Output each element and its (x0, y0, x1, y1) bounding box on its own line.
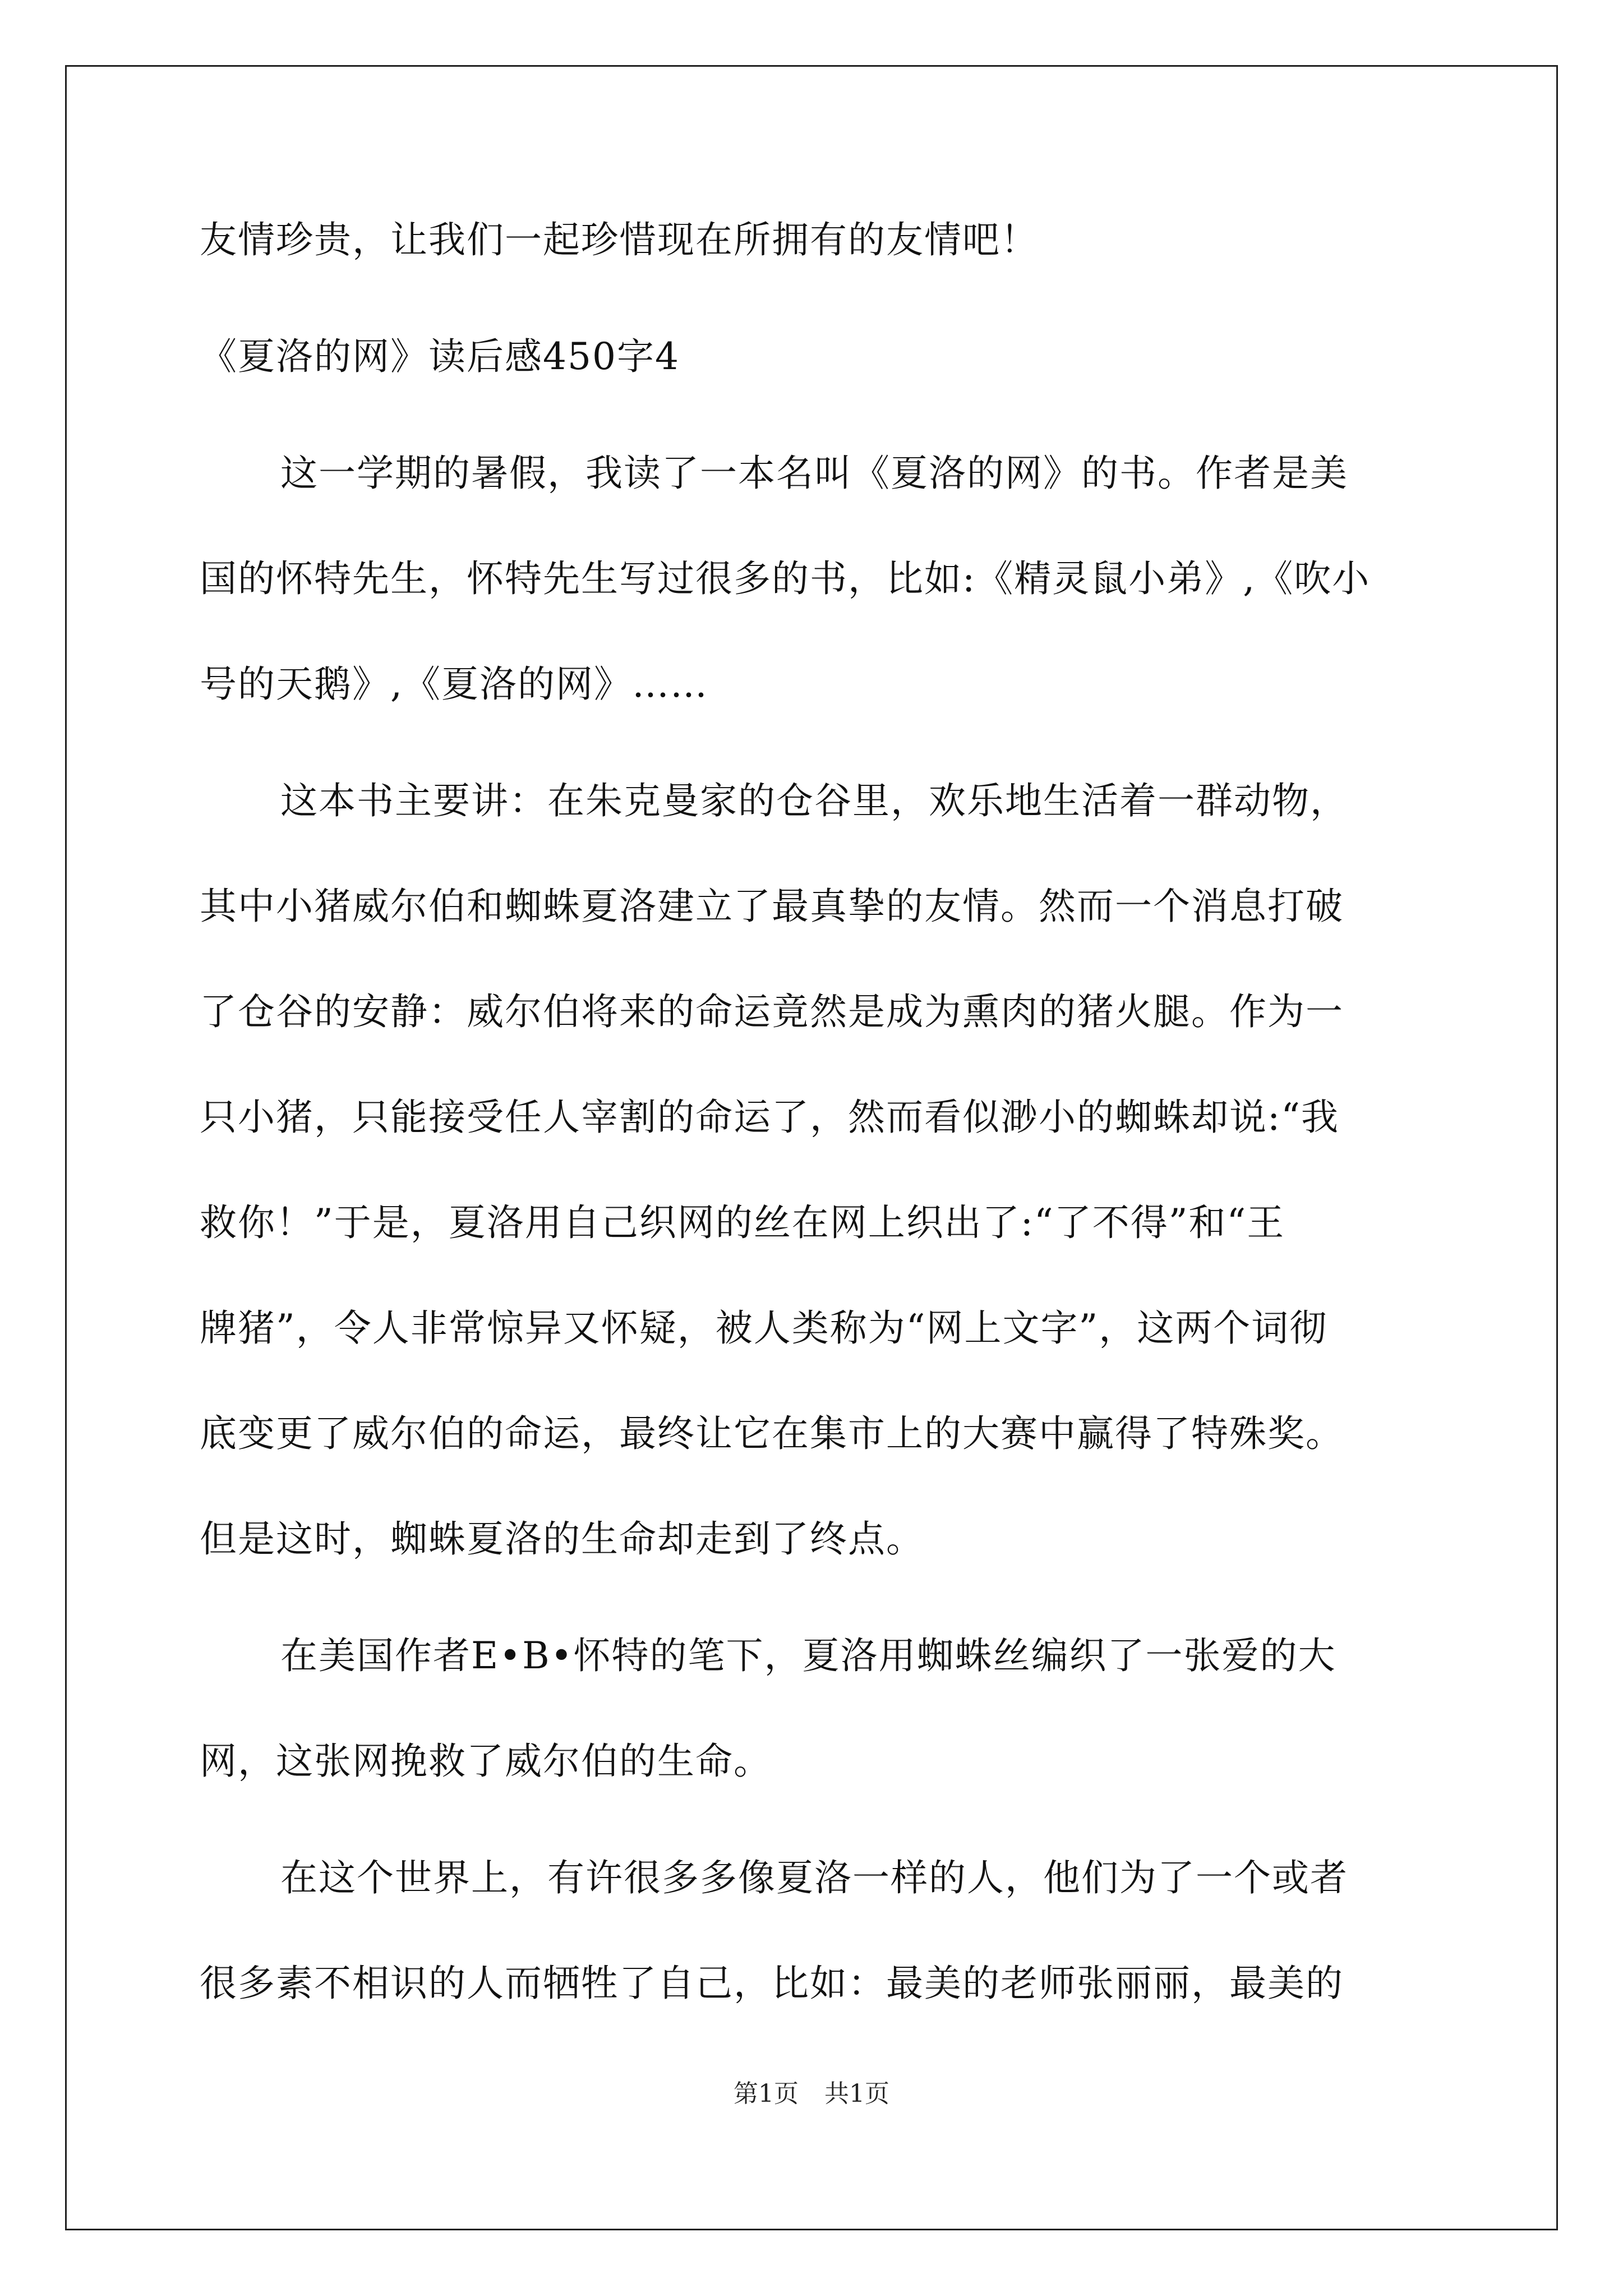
paragraph-2-line-5: 救你！”于是，夏洛用自己织网的丝在网上织出了:“了不得”和“王 (200, 1201, 1285, 1244)
page-total: 共1页 (824, 2079, 889, 2108)
paragraph-2-line-8: 但是这时，蜘蛛夏洛的生命却走到了终点。 (200, 1517, 924, 1561)
paragraph-1-line-1: 这一学期的暑假，我读了一本名叫《夏洛的网》的书。作者是美 (280, 452, 1348, 495)
paragraph-1-line-2: 国的怀特先生，怀特先生写过很多的书，比如:《精灵鼠小弟》,《吹小 (200, 557, 1371, 600)
section-title: 《夏洛的网》读后感450字4 (200, 335, 680, 378)
paragraph-1-line-3: 号的天鹅》,《夏洛的网》…… (200, 662, 708, 706)
page-number: 第1页 (734, 2079, 799, 2108)
paragraph-2-line-7: 底变更了威尔伯的命运，最终让它在集市上的大赛中赢得了特殊奖。 (200, 1412, 1344, 1455)
paragraph-2-line-6: 牌猪”，令人非常惊异又怀疑，被人类称为“网上文字”，这两个词彻 (200, 1306, 1328, 1350)
page-footer (0, 2077, 1623, 2111)
paragraph-4-line-2: 很多素不相识的人而牺牲了自己，比如：最美的老师张丽丽，最美的 (200, 1962, 1344, 2005)
paragraph-2-line-2: 其中小猪威尔伯和蜘蛛夏洛建立了最真挚的友情。然而一个消息打破 (200, 885, 1344, 928)
paragraph-2-line-1: 这本书主要讲：在朱克曼家的仓谷里，欢乐地生活着一群动物， (280, 779, 1348, 822)
paragraph-2-line-3: 了仓谷的安静：威尔伯将来的命运竟然是成为熏肉的猪火腿。作为一 (200, 990, 1344, 1033)
paragraph-3-line-2: 网，这张网挽救了威尔伯的生命。 (200, 1740, 772, 1783)
paragraph-4-line-1: 在这个世界上，有许很多多像夏洛一样的人，他们为了一个或者 (280, 1856, 1348, 1899)
document-body (200, 213, 1424, 2010)
paragraph-3-line-1: 在美国作者E•B•怀特的笔下，夏洛用蜘蛛丝编织了一张爱的大 (280, 1634, 1336, 1677)
text-line-1: 友情珍贵，让我们一起珍惜现在所拥有的友情吧！ (200, 218, 1039, 261)
paragraph-2-line-4: 只小猪，只能接受任人宰割的命运了，然而看似渺小的蜘蛛却说:“我 (200, 1096, 1339, 1139)
